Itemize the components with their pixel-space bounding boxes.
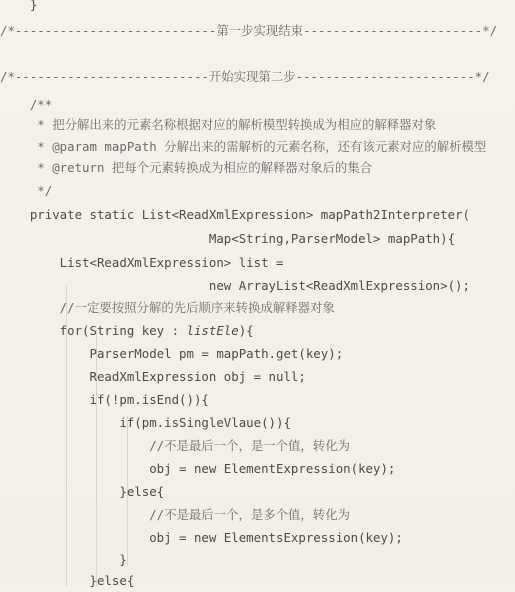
code-line: obj = new ElementExpression(key); xyxy=(0,461,396,476)
inline-comment: //不是最后一个，是一个值，转化为 xyxy=(0,438,350,453)
code-line: }else{ xyxy=(0,573,135,588)
code-line: List<ReadXmlExpression> list = xyxy=(0,255,284,270)
for-loop-head: for(String key : xyxy=(0,323,187,338)
for-loop-line xyxy=(0,320,254,342)
code-line: ReadXmlExpression obj = null; xyxy=(0,369,306,384)
code-line: obj = new ElementsExpression(key); xyxy=(0,530,403,545)
for-loop-tail: ){ xyxy=(238,323,254,338)
method-signature: private static List<ReadXmlExpression> mapPath2Interpreter( xyxy=(0,207,470,222)
javadoc-line: */ xyxy=(0,183,53,198)
for-loop-var: listEle xyxy=(186,323,239,338)
code-line: ParserModel pm = mapPath.get(key); xyxy=(0,346,344,361)
code-line: }else{ xyxy=(0,484,165,499)
javadoc-line: * 把分解出来的元素名称根据对应的解析模型转换成为相应的解释器对象 xyxy=(0,117,437,132)
javadoc-line: * @return 把每个元素转换成为相应的解释器对象后的集合 xyxy=(0,160,373,175)
code-line: if(pm.isSingleVlaue()){ xyxy=(0,415,291,430)
method-param: Map<String,ParserModel> mapPath){ xyxy=(0,231,456,246)
inline-comment: //一定要按照分解的先后顺序来转换成解释器对象 xyxy=(0,300,335,315)
javadoc-line: /** xyxy=(0,97,53,112)
code-line: } xyxy=(0,552,127,567)
step1-end-comment: /*---------------------------第一步实现结束------------------------*/ xyxy=(0,23,498,38)
code-line: new ArrayList<ReadXmlExpression>(); xyxy=(0,278,470,293)
javadoc-line: * @param mapPath 分解出来的需解析的元素名称，还有该元素对应的解析模型 xyxy=(0,139,487,154)
inline-comment: //不是最后一个，是多个值，转化为 xyxy=(0,507,350,522)
code-line: if(!pm.isEnd()){ xyxy=(0,392,209,407)
code-line: } xyxy=(0,0,38,12)
step2-start-comment: /*--------------------------开始实现第二步------------------------*/ xyxy=(0,69,490,84)
